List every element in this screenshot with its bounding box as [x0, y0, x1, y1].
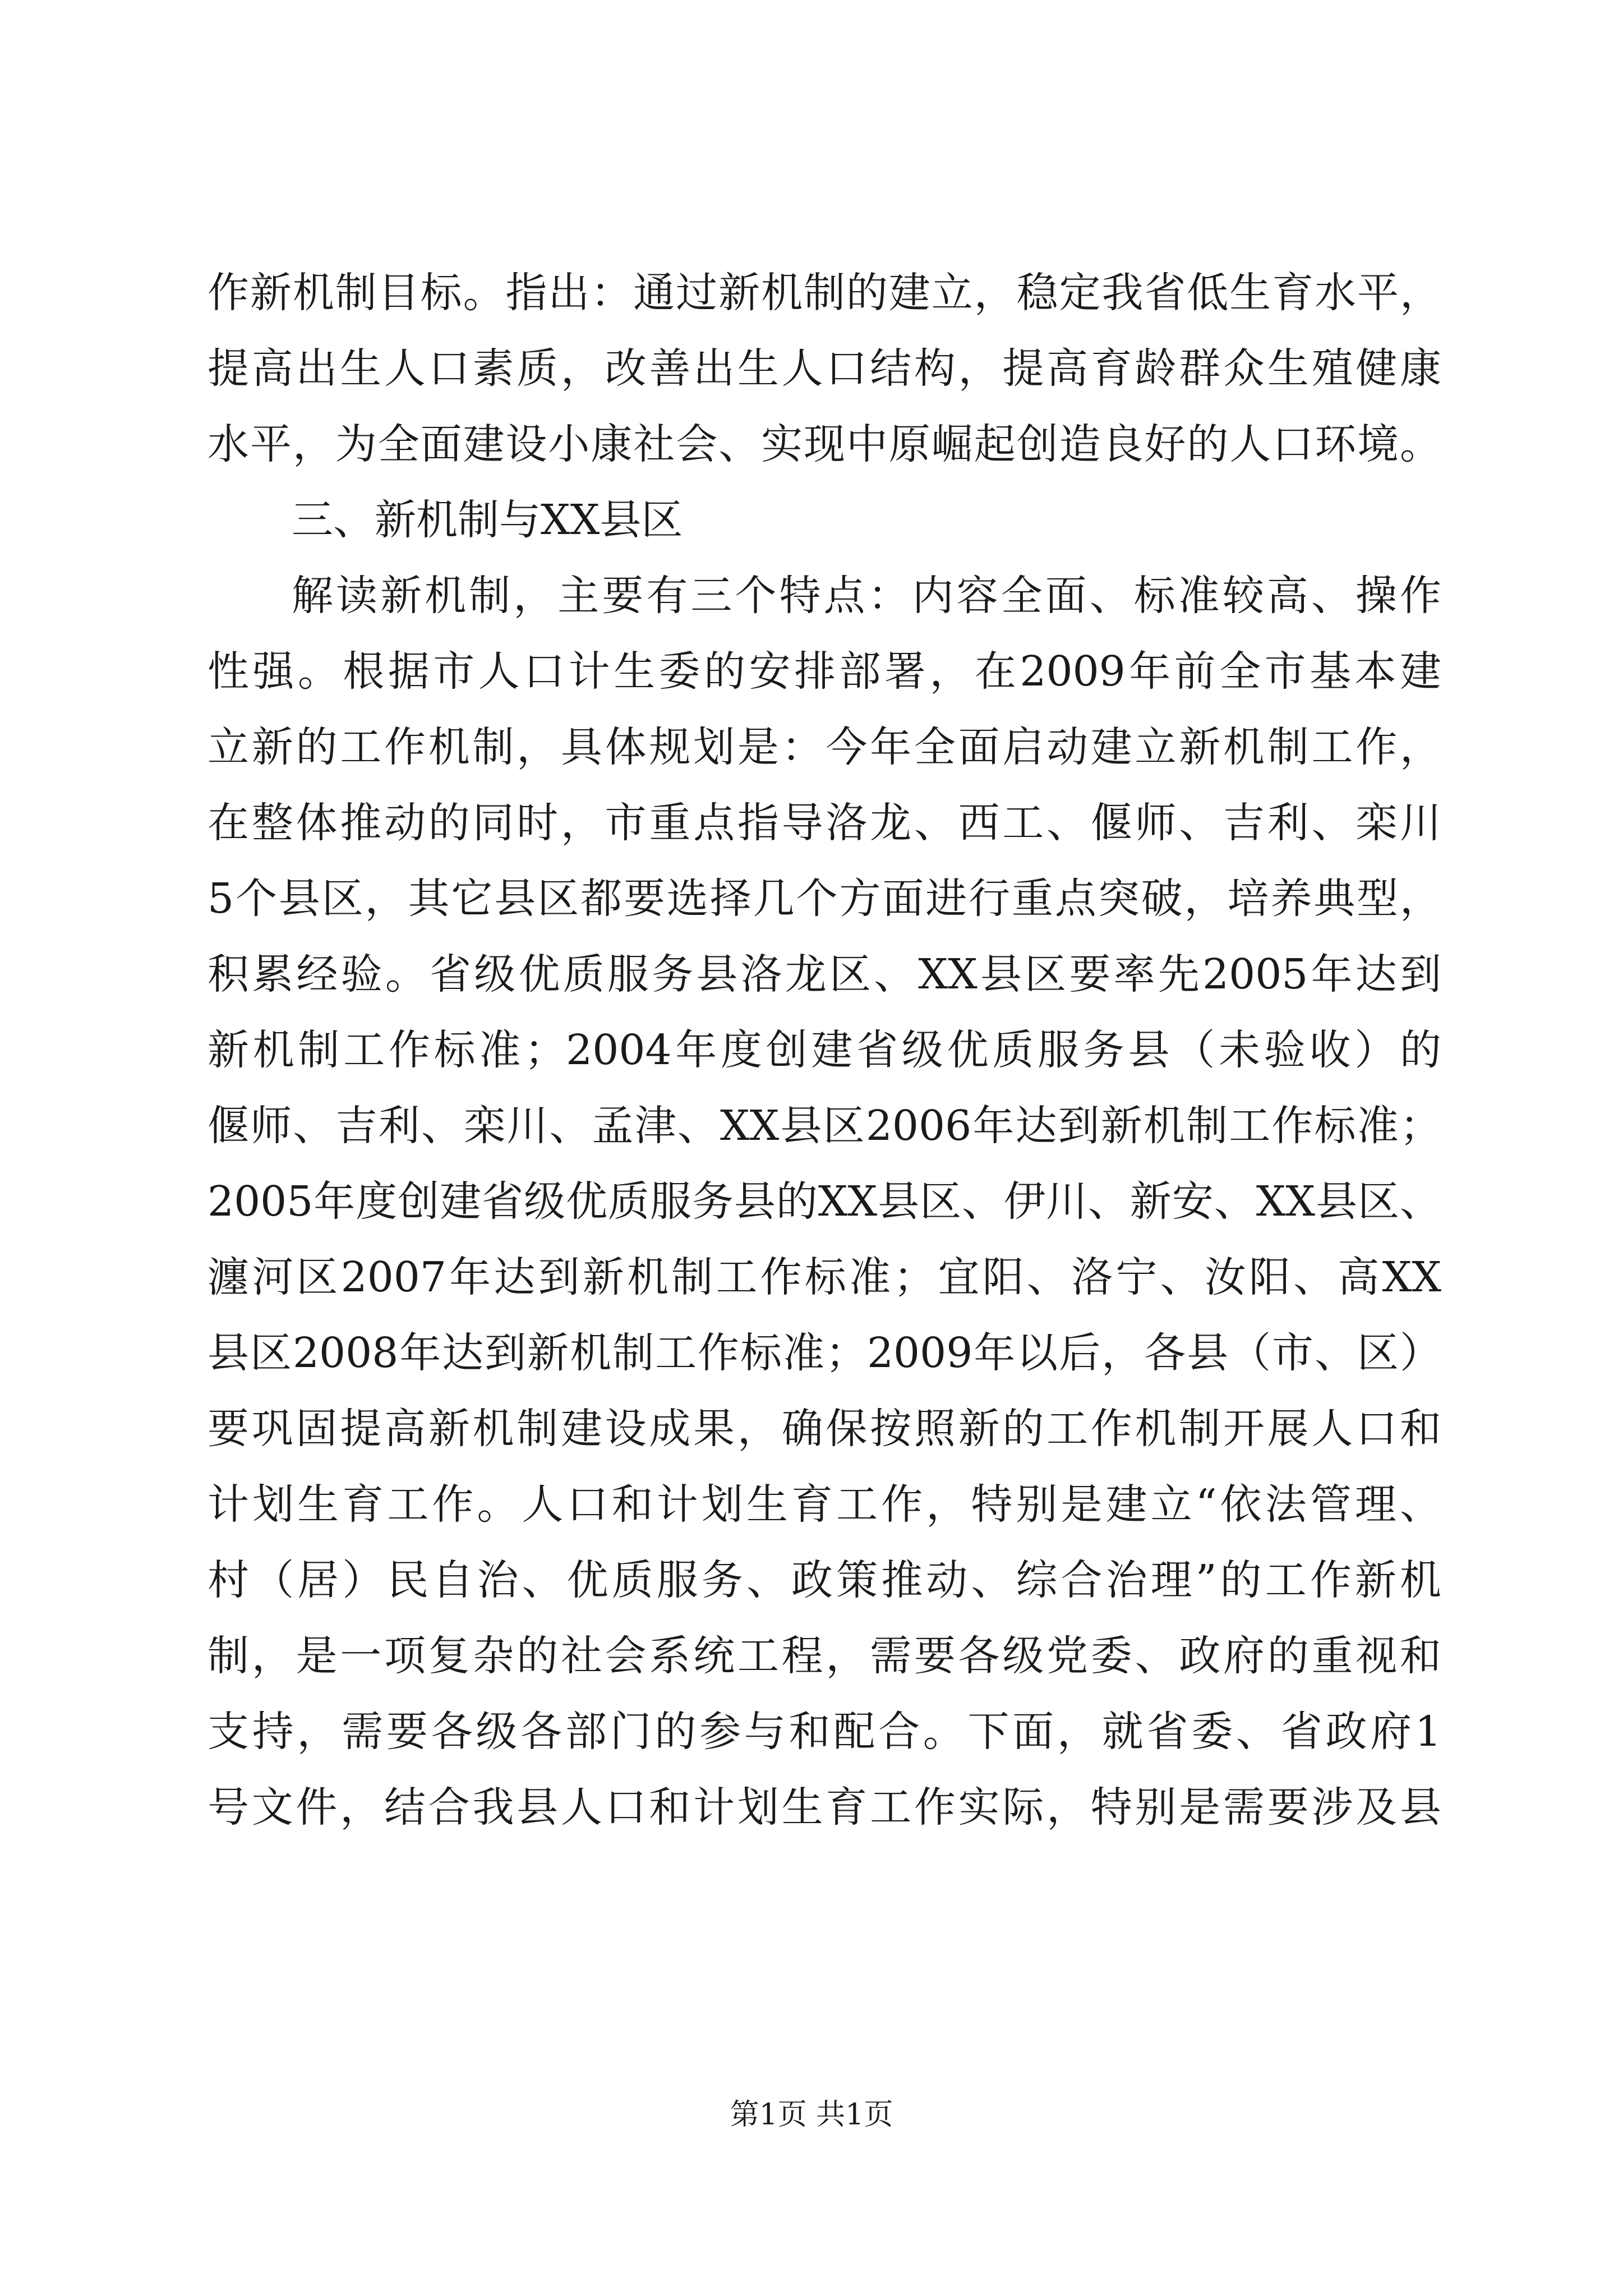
text-line: 支持，需要各级各部门的参与和配合。下面，就省委、省政府1 [208, 1708, 1441, 1756]
page-number-footer: 第1页 共1页 [730, 2098, 893, 2132]
text-line: 在整体推动的同时，市重点指导洛龙、西工、偃师、吉利、栾川 [208, 799, 1441, 847]
text-line: 要巩固提高新机制建设成果，确保按照新的工作机制开展人口和 [208, 1405, 1441, 1453]
text-line: 制，是一项复杂的社会系统工程，需要各级党委、政府的重视和 [208, 1632, 1441, 1680]
text-line: 计划生育工作。人口和计划生育工作，特别是建立“依法管理、 [208, 1480, 1441, 1529]
text-line: 2005年度创建省级优质服务县的XX县区、伊川、新安、XX县区、 [208, 1177, 1441, 1226]
section-heading: 三、新机制与XX县区 [292, 496, 683, 544]
text-line: 提高出生人口素质，改善出生人口结构，提高育龄群众生殖健康 [208, 344, 1441, 393]
text-line: 解读新机制，主要有三个特点：内容全面、标准较高、操作 [292, 572, 1441, 620]
text-line: 村（居）民自治、优质服务、政策推动、综合治理”的工作新机 [208, 1556, 1441, 1604]
text-line: 号文件，结合我县人口和计划生育工作实际，特别是需要涉及县 [208, 1783, 1441, 1832]
text-line: 偃师、吉利、栾川、孟津、XX县区2006年达到新机制工作标准； [208, 1102, 1441, 1150]
text-line: 作新机制目标。指出：通过新机制的建立，稳定我省低生育水平， [208, 269, 1441, 317]
text-line: 新机制工作标准；2004年度创建省级优质服务县（未验收）的 [208, 1026, 1441, 1074]
text-line: 积累经验。省级优质服务县洛龙区、XX县区要率先2005年达到 [208, 950, 1441, 999]
text-line: 水平，为全面建设小康社会、实现中原崛起创造良好的人口环境。 [208, 420, 1441, 468]
text-line: 5个县区，其它县区都要选择几个方面进行重点突破，培养典型， [208, 875, 1441, 923]
text-line: 瀍河区2007年达到新机制工作标准；宜阳、洛宁、汝阳、高XX [208, 1253, 1441, 1301]
text-line: 县区2008年达到新机制工作标准；2009年以后，各县（市、区） [208, 1329, 1441, 1377]
document-body [208, 255, 1441, 1846]
text-line: 性强。根据市人口计生委的安排部署，在2009年前全市基本建 [208, 647, 1441, 696]
text-line: 立新的工作机制，具体规划是：今年全面启动建立新机制工作， [208, 723, 1441, 771]
